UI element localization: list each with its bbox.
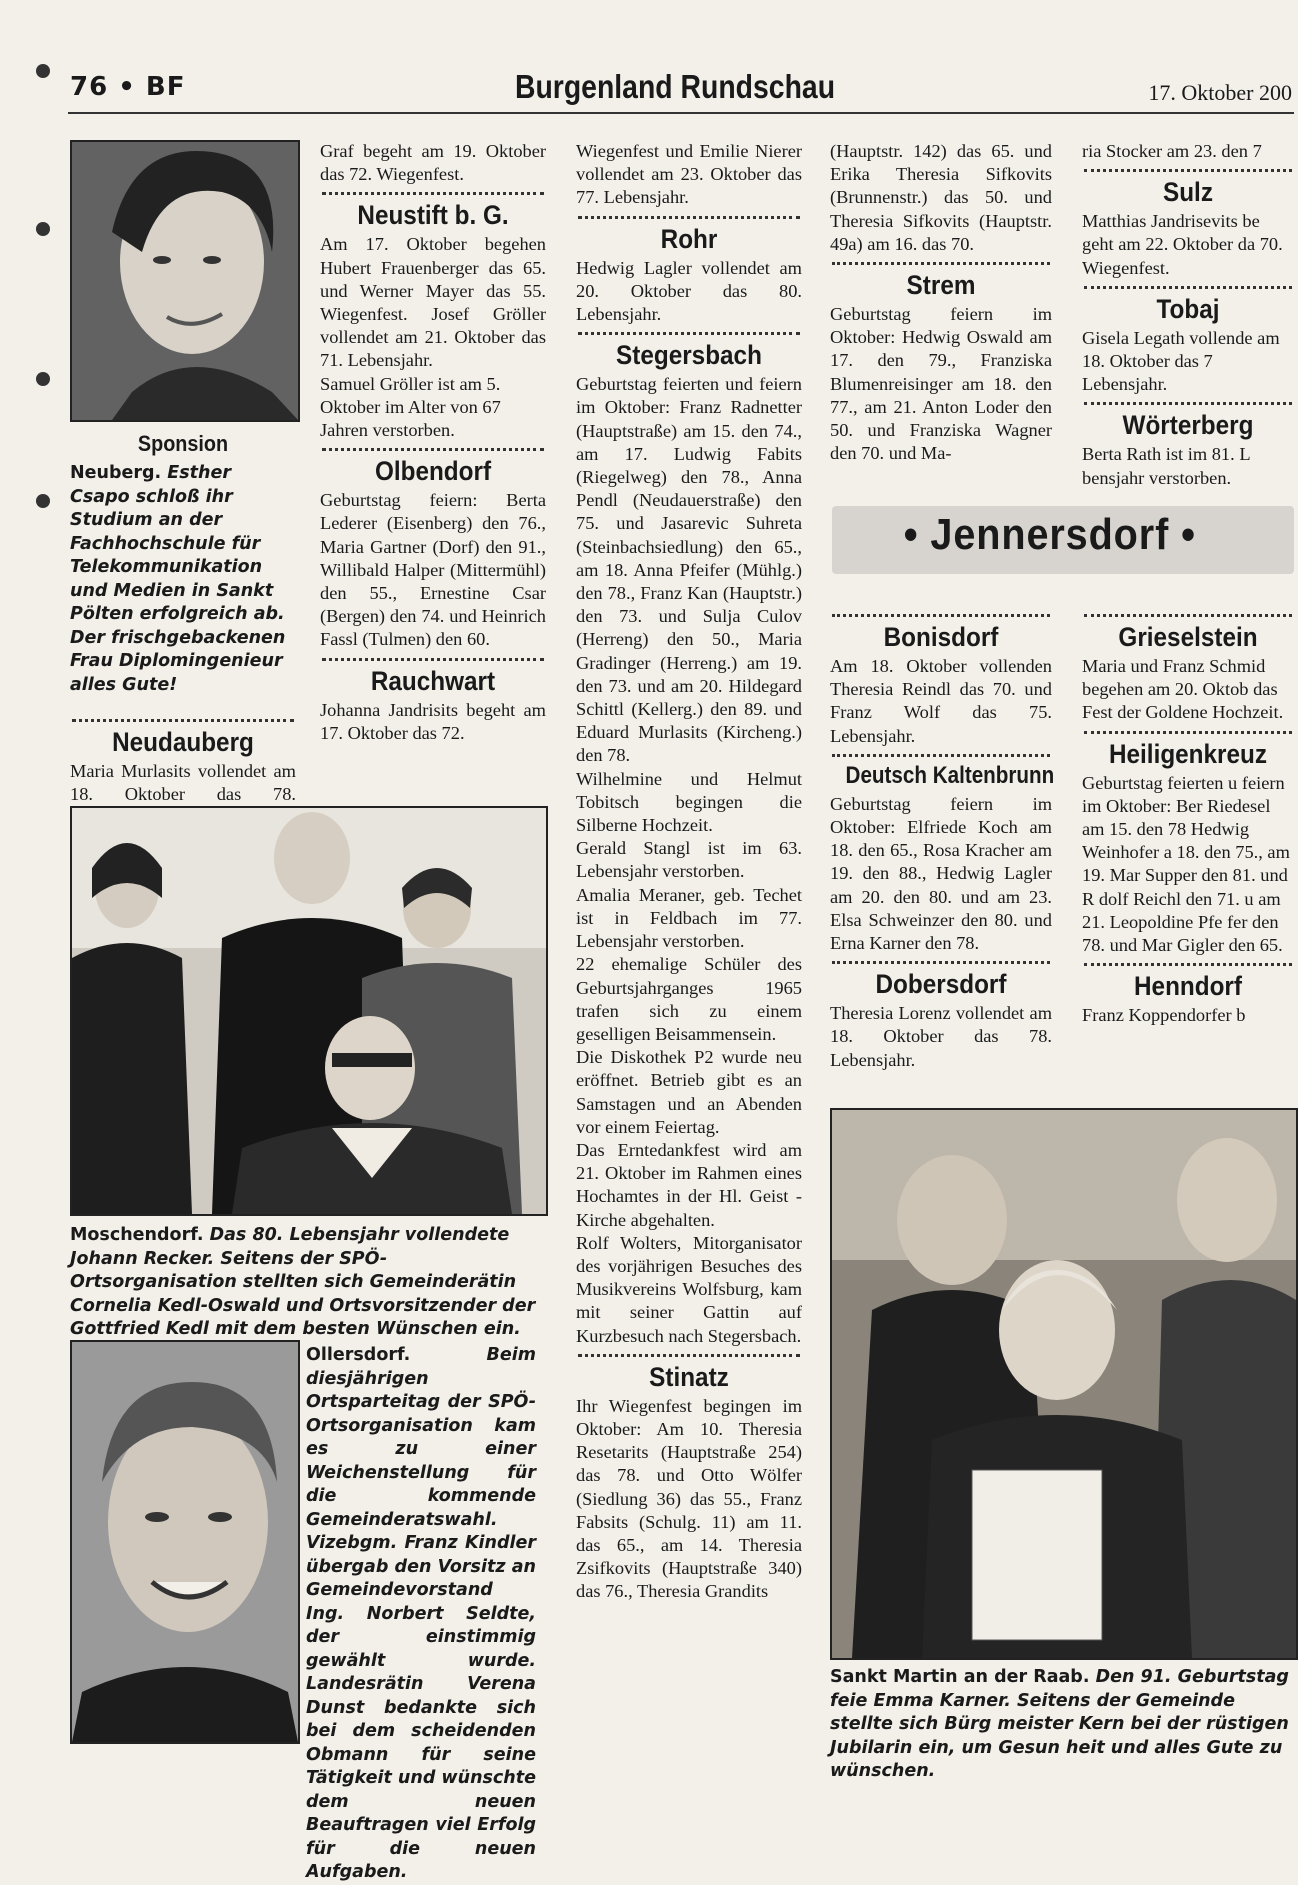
stegersbach-text-8: Rolf Wolters, Mitorganisator des vorjährigen Besuches des Musikvereins Wolfsburg, kam mit seiner Gattin auf Kurzbesuch nach Stegersbach. (576, 1232, 802, 1346)
stinatz-heading: Stinatz (649, 1361, 729, 1392)
rauchwart-text: Johanna Jandrisits begeht am 17. Oktober das 72. (320, 699, 546, 743)
neustift-text: Am 17. Oktober begehen Hubert Frauenberger das 65. und Werner Mayer das 55. Wiegenfest. Josef Gröller vollendet am 21. Oktober das 71. Lebensjahr. (320, 234, 546, 371)
binder-mark (36, 64, 50, 78)
tobaj-heading: Tobaj (1156, 293, 1220, 324)
sulz-heading: Sulz (1163, 177, 1213, 208)
divider (72, 719, 294, 722)
divider (322, 658, 544, 661)
rohr-heading: Rohr (660, 223, 718, 254)
woerterberg-text: Berta Rath ist im 81. L bensjahr verstorben. (1082, 444, 1250, 488)
divider (578, 1354, 800, 1357)
stegersbach-text-2: Wilhelmine und Helmut Tobitsch begingen die Silberne Hochzeit. (576, 768, 802, 836)
henndorf-text: Franz Koppendorfer b (1082, 1005, 1246, 1026)
stegersbach-text-4: Amalia Meraner, geb. Techet ist in Feldbach im 77. Lebensjahr verstorben. (576, 884, 802, 952)
photo1-place: Moschendorf. (70, 1225, 204, 1245)
divider (1084, 963, 1292, 966)
divider (1084, 731, 1292, 734)
stegersbach-text-7: Das Erntedankfest wird am 21. Oktober im Rahmen eines Hochamtes in der Hl. Geist - Kirche abgehalten. (576, 1139, 802, 1230)
divider (1084, 286, 1292, 289)
divider (1084, 614, 1292, 617)
photo2-place: Sankt Martin an der Raab. (830, 1667, 1090, 1687)
sponsion-place: Neuberg. (70, 463, 162, 483)
rohr-text: Hedwig Lagler vollendet am 20. Oktober das 80. Lebensjahr. (576, 257, 802, 325)
grieselstein-text: Maria und Franz Schmid begehen am 20. Oktob das Fest der Goldene Hochzeit. (1082, 656, 1284, 723)
stegersbach-text-6: Die Diskothek P2 wurde neu eröffnet. Betrieb gibt es an Samstagen und an Abenden vor einem Feiertag. (576, 1047, 802, 1137)
divider (832, 961, 1050, 964)
strem-text: Geburtstag feiern im Oktober: Hedwig Oswald am 17. den 79., Franziska Blumenreisinger am 18. den 77., am 21. Anton Loder den 50. und Franziska Wagner den 70. und Ma- (830, 304, 1052, 464)
grieselstein-heading: Grieselstein (1118, 622, 1258, 652)
sponsion-text: Esther Csapo schloß ihr Studium an der Fachhochschule für Telekommunikation und Medien in Sankt Pölten erfolgreich ab. Der frischgebackenen Frau Diplomingenieur alles Gute! (70, 463, 286, 695)
photo-sankt-martin (830, 1108, 1298, 1660)
bonisdorf-text: Am 18. Oktober vollenden Theresia Reindl das 70. und Franz Wolf das 75. Lebensjahr. (830, 656, 1052, 746)
portrait-photo-csapo (70, 140, 300, 422)
col4-intro: (Hauptstr. 142) das 65. und Erika Theresia Sifkovits (Brunnenstr.) das 50. und Theresia Sifkovits (Hauptstr. 49a) am 16. das 70. (830, 141, 1052, 254)
col3-intro: Wiegenfest und Emilie Nierer vollendet am 23. Oktober das 77. Lebensjahr. (576, 141, 802, 208)
neudauberg-text: Maria Murlasits vollendet am 18. Oktober das 78. (70, 761, 296, 805)
neustift-heading: Neustift b. G. (357, 200, 509, 231)
stegersbach-text-5: 22 ehemalige Schüler des Geburtsjahrganges 1965 trafen sich zu einem geselligen Beisammensein. (576, 954, 802, 1044)
newspaper-title: Burgenland Rundschau (514, 68, 836, 105)
header-rule (68, 112, 1294, 114)
binder-mark (36, 372, 50, 386)
divider (1084, 169, 1292, 172)
stegersbach-text-3: Gerald Stangl ist im 63. Lebensjahr verstorben. (576, 838, 802, 882)
henndorf-heading: Henndorf (1134, 971, 1242, 1002)
sponsion-heading: Sponsion (137, 431, 229, 456)
ollersdorf-place: Ollersdorf. (306, 1345, 411, 1365)
heiligenkreuz-heading: Heiligenkreuz (1108, 738, 1268, 769)
divider (1084, 402, 1292, 405)
rauchwart-heading: Rauchwart (370, 665, 496, 696)
photo2-caption: Den 91. Geburtstag feie Emma Karner. Seitens der Gemeinde stellte sich Bürg meister Kern bei der rüstigen Jubilarin ein, um Gesun heit und alles Gute zu wünschen. (830, 1667, 1289, 1781)
divider (832, 262, 1050, 265)
dobersdorf-text: Theresia Lorenz vollendet am 18. Oktober das 78. Lebensjahr. (830, 1003, 1052, 1070)
issue-date: 17. Oktober 200 (1148, 80, 1292, 105)
tobaj-text: Gisela Legath vollende am 18. Oktober das 7 Lebensjahr. (1082, 327, 1280, 395)
divider (578, 332, 800, 335)
olbendorf-text: Geburtstag feiern: Berta Lederer (Eisenberg) den 76., Maria Gartner (Dorf) den 91., Willibald Halper (Mittermühl) den 55., Ernestine Csar (Bergen) den 74. und Heinrich Fassl (Tulmen) den 60. (320, 490, 546, 650)
photo1-caption: Das 80. Lebensjahr vollendete Johann Recker. Seitens der SPÖ-Ortsorganisation stellten sich Gemeinderätin Cornelia Kedl-Oswald und Ortsvorsitzender der Gottfried Kedl mit dem besten Wünschen ein. (70, 1225, 536, 1339)
divider (832, 614, 1050, 617)
divider (322, 448, 544, 451)
stegersbach-heading: Stegersbach (616, 340, 762, 371)
ollersdorf-text: Beim diesjährigen Ortsparteitag der SPÖ-Ortsorganisation kam es zu einer Weichenstellung für die kommende Gemeinderatswahl. Vizebgm. Franz Kindler übergab den Vorsitz an Gemeindevorstand Ing. Norbert Seldte, der einstimmig gewählt wurde. Landesrätin Verena Dunst bedankte sich bei dem scheidenden Obmann für seine Tätigkeit und wünschte dem neuen Beauftragen viel Erfolg für die neuen Aufgaben. (306, 1345, 537, 1882)
stegersbach-text-1: Geburtstag feierten und feiern im Oktober: Franz Radnetter (Hauptstraße) am 15. den 74., am 17. Ludwig Fabits (Riegelweg) den 78., Anna Pendl (Neudauerstraße) den 75. und Jasarevic Suhreta (Steinbachsiedlung) den 65., am 18. Anna Pfeifer (Mühlg.) den 78., Franz Kan (Hauptstr.) den 73. und Sulja Culov (Herreng) den 50., Maria Gradinger (Herreng.) am 19. den 73. und am 20. Hildegard Schittl (Kellerg.) den 89. und Eduard Murlasits (Kircheng.) den 78. (576, 374, 802, 766)
heiligenkreuz-text: Geburtstag feierten u feiern im Oktober: Ber Riedesel am 15. den 78 Hedwig Weinhofer a 18. den 75., am 19. Mar Supper den 81. und R dolf Reichl den 71. u am 21. Leopoldine Pfe fer den 78. und Mar Gigler den 65. (1082, 772, 1290, 956)
region-banner-title: • Jennersdorf • (903, 510, 1196, 559)
page-number: 76 • BF (70, 72, 186, 102)
dobersdorf-heading: Dobersdorf (875, 969, 1007, 1000)
deutsch-kaltenbrunn-heading: Deutsch Kaltenbrunn (845, 761, 1055, 789)
woerterberg-heading: Wörterberg (1122, 410, 1254, 441)
portrait-photo-ollersdorf (70, 1340, 300, 1744)
col2-intro: Graf begeht am 19. Oktober das 72. Wiegenfest. (320, 141, 546, 185)
binder-mark (36, 222, 50, 236)
deutsch-kaltenbrunn-text: Geburtstag feiern im Oktober: Elfriede Koch am 18. den 65., Rosa Kracher am 19. den 88., Hedwig Lagler am 20. den 80. und am 23. Elsa Schweinzer den 80. und Erna Karner den 78. (830, 793, 1052, 954)
binder-mark (36, 494, 50, 508)
bonisdorf-heading: Bonisdorf (883, 622, 999, 652)
divider (832, 754, 1050, 757)
divider (322, 192, 544, 195)
stinatz-text: Ihr Wiegenfest begingen im Oktober: Am 10. Theresia Resetarits (Hauptstraße 254) das 78. und Otto Wölfer (Siedlung 36) das 55., Franz Fabsits (Schulg. 11) am 11. das 65., am 14. Theresia Zsifkovits (Hauptstraße 340) das 76., Theresia Grandits (576, 1395, 802, 1602)
olbendorf-heading: Olbendorf (374, 456, 492, 487)
neudauberg-heading: Neudauberg (112, 727, 254, 757)
col5-intro: ria Stocker am 23. den 7 (1082, 141, 1262, 161)
group-photo-moschendorf (70, 806, 548, 1216)
sulz-text: Matthias Jandrisevits be geht am 22. Oktober da 70. Wiegenfest. (1082, 211, 1283, 278)
strem-heading: Strem (906, 270, 976, 301)
divider (578, 216, 800, 219)
neustift-text-2: Samuel Gröller ist am 5. Oktober im Alter von 67 Jahren verstorben. (320, 373, 501, 441)
